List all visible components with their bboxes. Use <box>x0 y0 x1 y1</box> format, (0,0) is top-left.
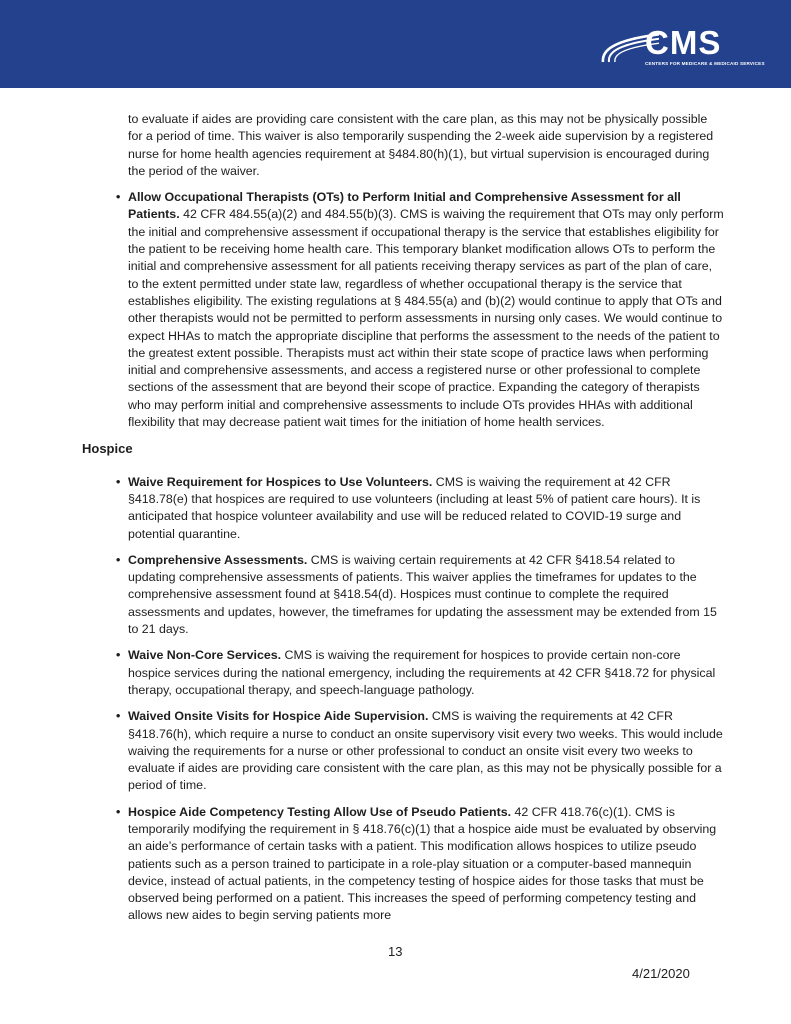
continuation-paragraph: to evaluate if aides are providing care consistent with the care plan, as this may not be physically possible for a period of time. This waiver is also temporarily suspending the 2-week aide supervision by a registered nurse for home health agencies requirement at §484.80(h)(1), but virtual supervision is encouraged during the period of the waiver. <box>128 112 714 178</box>
item-title: Hospice Aide Competency Testing Allow Use of Pseudo Patients. <box>128 804 512 819</box>
header-banner <box>0 0 791 88</box>
list-item <box>128 804 724 925</box>
list-item <box>128 552 724 638</box>
cms-logo <box>599 22 769 70</box>
item-body: CMS is waiving the requirements at 42 CFR §418.76(h), which require a nurse to conduct an onsite supervisory visit every two weeks. This would include waiving the requirements for a nurse or other professional to conduct an onsite visit every two weeks to evaluate if aides are providing care consistent with the care plan, as this may not be physically possible for a period of time. <box>128 709 723 793</box>
logo-subtitle: CENTERS FOR MEDICARE & MEDICAID SERVICES <box>645 61 765 66</box>
item-body: 42 CFR 418.76(c)(1). CMS is temporarily modifying the requirement in § 418.76(c)(1) that a hospice aide must be evaluated by observing an aide’s performance of certain tasks with a patient. This modification allows hospices to utilize pseudo patients such as a person trained to participate in a role-play situation or a computer-based mannequin device, instead of actual patients, in the competency testing of hospice aides for those tasks that must be observed being performed on a patient. This increases the speed of performing competency testing and allows new aides to begin serving patients more <box>128 804 717 923</box>
item-body: CMS is waiving the requirement at 42 CFR §418.78(e) that hospices are required to use volunteers (including at least 5% of patient care hours). It is anticipated that hospice volunteer availability and use will be reduced related to COVID-19 surge and potential quarantine. <box>128 474 701 541</box>
hospice-waiver-list <box>128 474 724 925</box>
item-body: 42 CFR 484.55(a)(2) and 484.55(b)(3). CMS is waiving the requirement that OTs may only perform the initial and comprehensive assessment if occupational therapy is the service that establishes eligibility for the patient to be receiving home health care. This temporary blanket modification allows OTs to perform the initial and comprehensive assessment for all patients receiving therapy services as part of the plan of care, to the extent permitted under state law, regardless of whether occupational therapy is the service that establishes eligibility. The existing regulations at § 484.55(a) and (b)(2) would continue to apply that OTs and other therapists would not be permitted to perform assessments in nursing only cases. We would continue to expect HHAs to match the appropriate discipline that performs the assessment to the needs of the patient to the greatest extent possible. Therapists must act within their state scope of practice laws when performing initial and comprehensive assessments, and access a registered nurse or other professional to complete sections of the assessment that are beyond their scope of practice. Expanding the category of therapists who may perform initial and comprehensive assessments to include OTs provides HHAs with additional flexibility that may decrease patient wait times for the initiation of home health services. <box>128 207 724 430</box>
list-item <box>128 708 724 794</box>
item-body: CMS is waiving certain requirements at 42 CFR §418.54 related to updating comprehensive assessments of patients. This waiver applies the timeframes for updates to the comprehensive assessment found at §418.54(d). Hospices must continue to complete the required assessments and updates, however, the timeframes for updating the assessment may be extended from 15 to 21 days. <box>128 552 717 637</box>
item-title: Waived Onsite Visits for Hospice Aide Supervision. <box>128 709 429 724</box>
item-title: Waive Requirement for Hospices to Use Volunteers. <box>128 474 433 489</box>
item-title: Allow Occupational Therapists (OTs) to Perform Initial and Comprehensive Assessment for all Patients. <box>128 190 681 222</box>
footer-date: 4/21/2020 <box>632 966 690 981</box>
page-number: 13 <box>388 944 403 959</box>
item-body: CMS is waiving the requirement for hospices to provide certain non-core hospice services during the national emergency, including the requirements at 42 CFR §418.72 for physical therapy, occupational therapy, and speech-language pathology. <box>128 648 716 697</box>
item-title: Waive Non-Core Services. <box>128 648 282 663</box>
list-item <box>128 474 724 543</box>
logo-text: CMS <box>645 24 722 61</box>
item-title: Comprehensive Assessments. <box>128 552 308 567</box>
home-health-waiver-list <box>128 189 724 431</box>
document-body <box>82 111 724 934</box>
list-item <box>128 647 724 699</box>
section-heading-hospice: Hospice <box>82 441 133 457</box>
list-item <box>128 189 724 431</box>
